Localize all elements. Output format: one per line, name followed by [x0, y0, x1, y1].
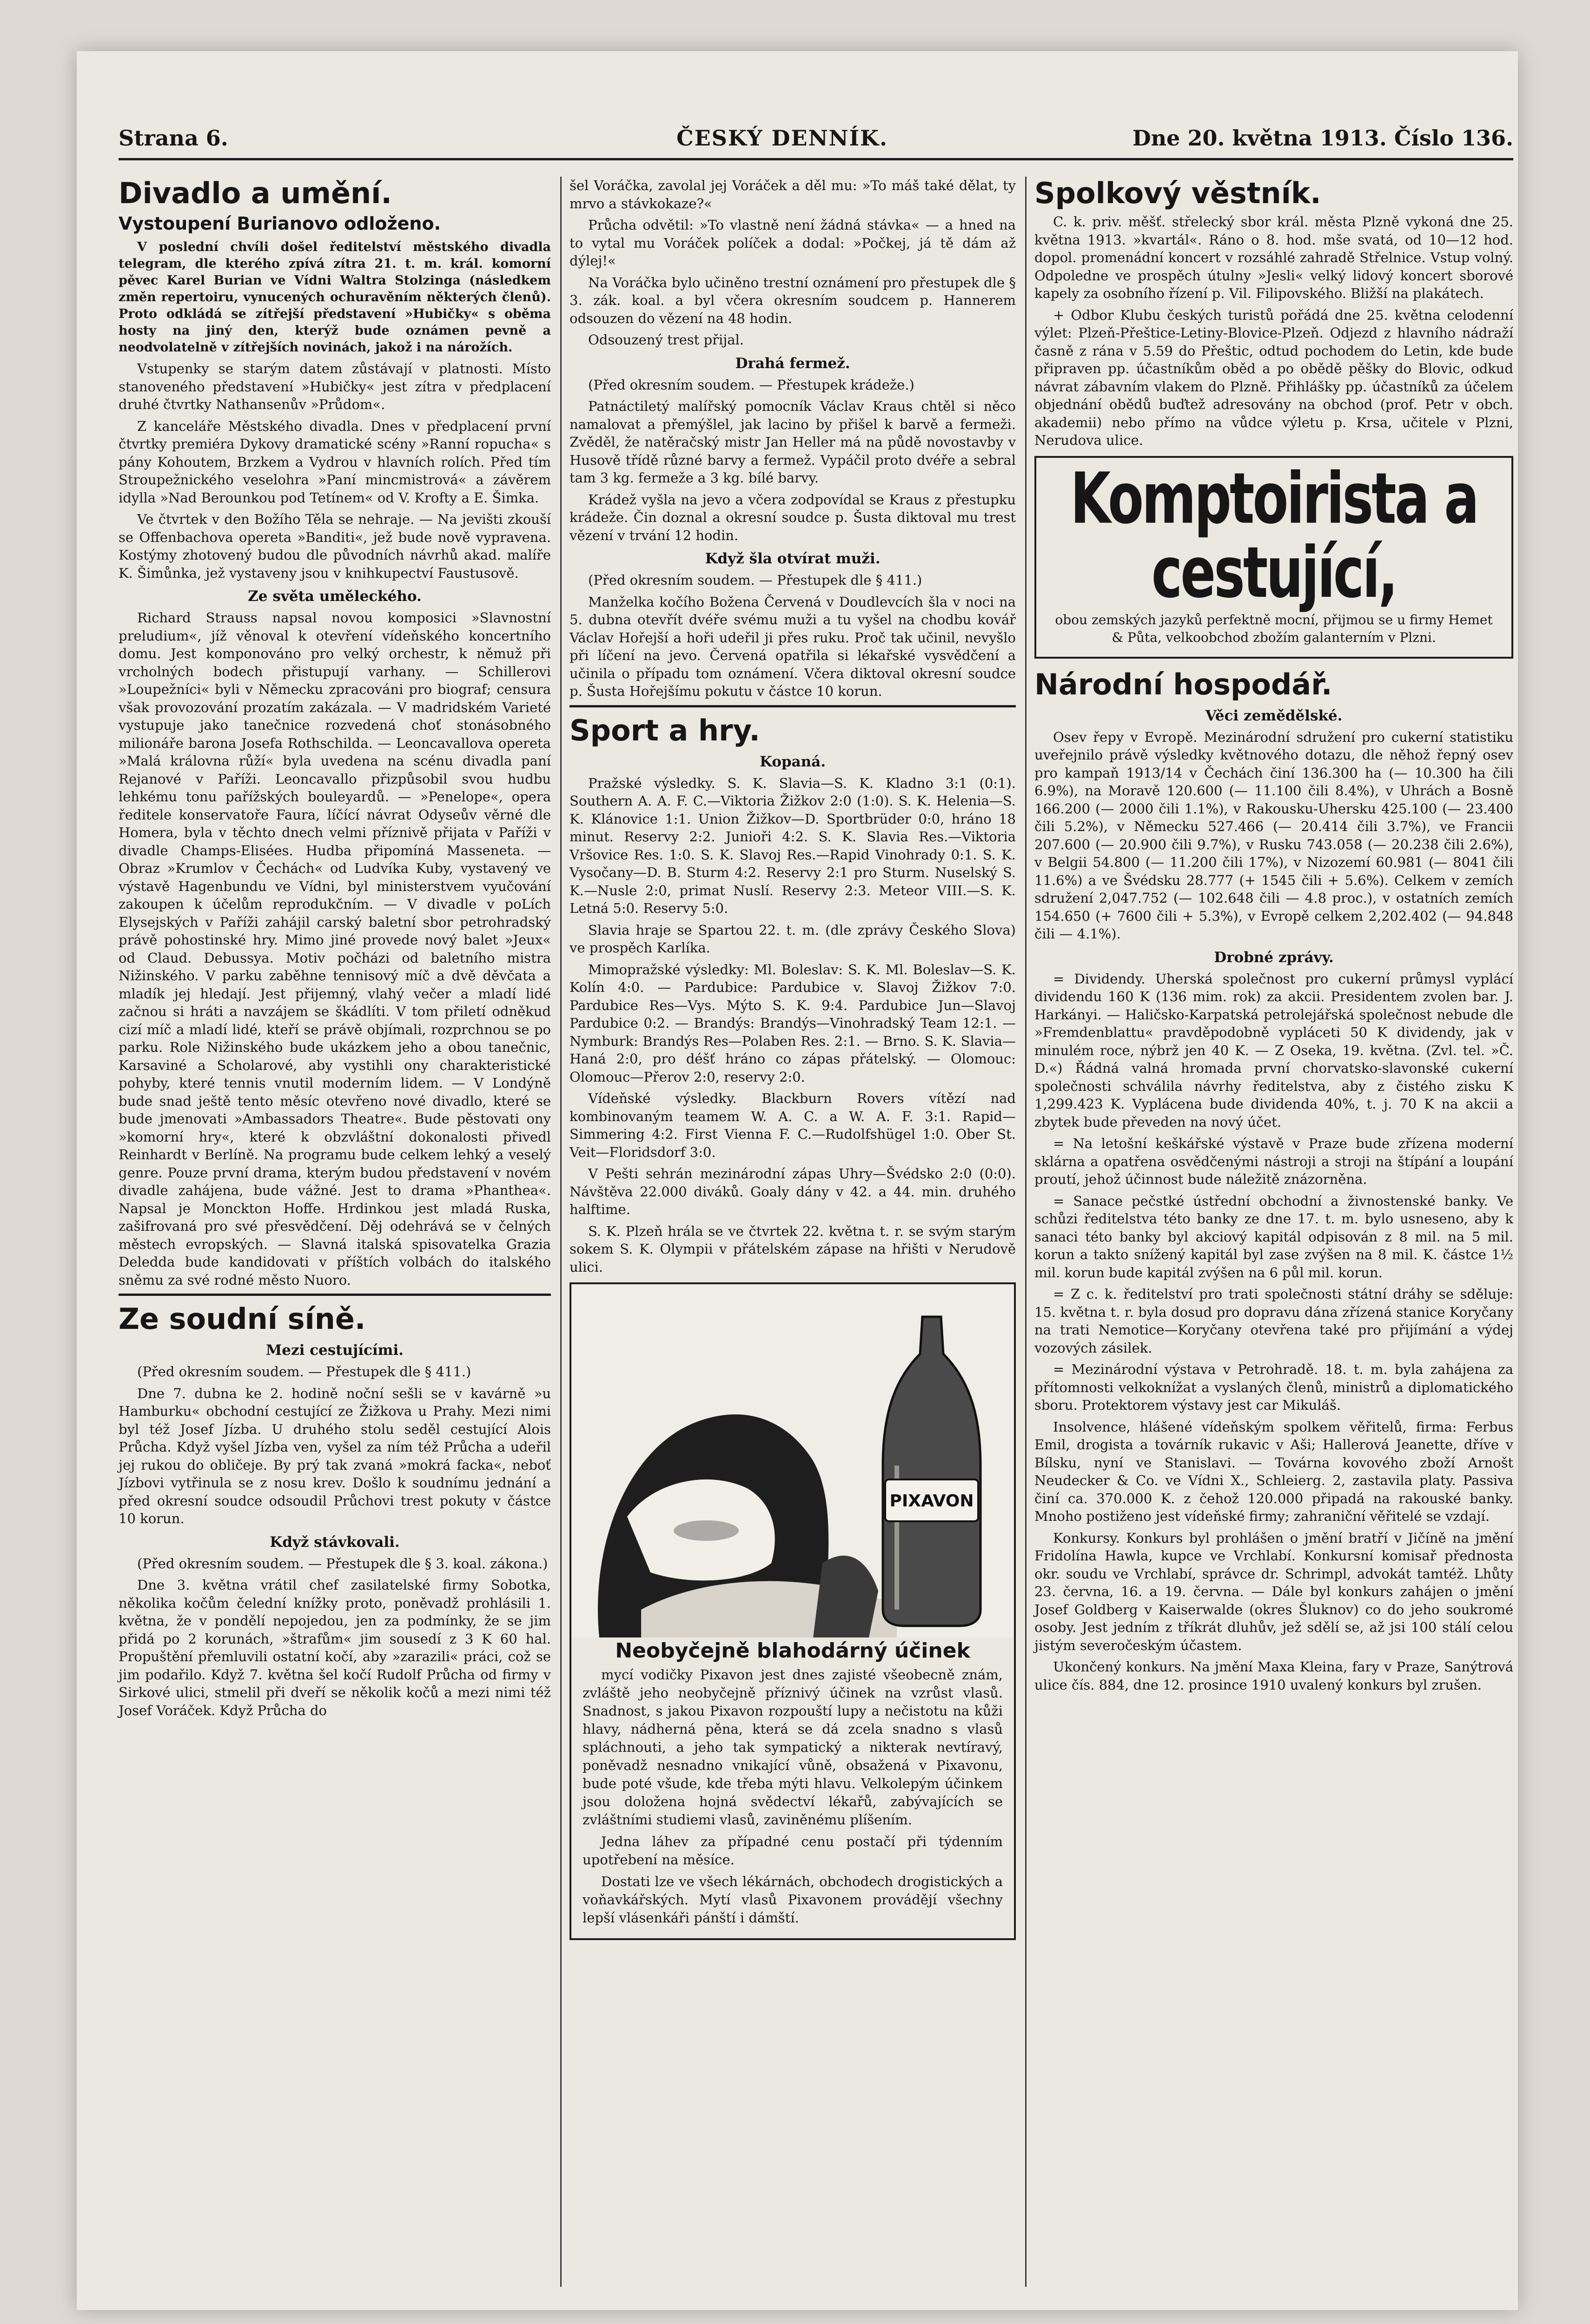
pixavon-bottle-icon [878, 1312, 985, 1628]
paragraph: Insolvence, hlášené vídeňským spolkem věřitelů, firma: Ferbus Emil, drogista a továrník rukavic v Aši; Hallerová Jeanette, dříve v Bílsku, nyní ve Stanislavi. — Továrna kovového zboží Arnošt Neudecker & Co. ve Vídni X., Schleierg. 2, zastavila platy. Passiva činí ca. 370.000 K. z čehož 120.000 připadá na rakouské banky. Mnoho postiženo jest vídeňské firmy; zahraniční věřitelé se vzdají. [1034, 1419, 1513, 1524]
article-title: Drobné zprávy. [1214, 949, 1334, 966]
paragraph: Patnáctiletý malířský pomocník Václav Kraus chtěl si něco namalovat a přemýšlel, jak lacino by přišel k barvě a fermeži. Zvěděl, že natěračský mistr Jan Heller má na půdě novostavby v Husově třídě různé barvy a fermež. Vypáčil proto dvéře a sebral tam 3 kg. fermeže a 3 kg. bílé barvy. [570, 398, 1016, 486]
paragraph: Ve čtvrtek v den Božího Těla se nehraje. — Na jevišti zkouší se Offenbachova opereta »Banditi«, jež bude nově vypravena. Kostýmy zhotovený budou dle původních návrhů akad. malíře K. Šimůnka, jež vystaveny jsou v knihkupectví Faustusově. [119, 511, 551, 581]
section-title-economy: Národní hospodář. [1034, 667, 1332, 701]
paragraph: (Před okresním soudem. — Přestupek krádeže.) [588, 376, 914, 393]
article-title: Mezi cestujícími. [265, 1342, 404, 1359]
article-title: Když stávkovali. [270, 1533, 400, 1551]
paragraph: Dne 7. dubna ke 2. hodině noční sešli se v kavárně »u Hamburku« obchodní cestující ze Žižkova u Prahy. Mezi nimi byl též Josef Jízba. U druhého stolu seděl cestující Alois Průcha. Když vyšel Jízba ven, vyšel za ním též Průcha a udeřil jej rukou do obličeje. By prý tak zvaná »mokrá facka«, neboť Jízbovi vytřinula se z nosu krev. Došlo k soudnímu jednání a před okresní soudce odsoudil Průchovi trest pokuty v částce 10 korun. [119, 1385, 551, 1526]
paragraph: Dne 3. května vrátil chef zasilatelské firmy Sobotka, několika kočům čelední knížky proto, poněvadž prohlásili 1. května, že v pondělí nepojedou, jen za podmínky, že se jim přidá po 2 korunách, »štrafům« jim sousedí z 3 K 60 hal. Propuštění přemluvili ostatní kočí, aby »zarazili« práci, což se jim podařilo. Když 7. května šel kočí Rudolf Průcha od firmy v Sirkové ulici, stmelil při dveří se několik kočů a mezi nimi též Josef Voráček. Když Průcha do [119, 1577, 551, 1718]
paragraph: C. k. priv. měšť. střelecký sbor král. města Plzně vykoná dne 25. května 1913. »kvartál«. Ráno o 8. hod. mše svatá, od 10—12 hod. dopol. promenádní koncert v rozsáhlé zahradě Střelnice. Vstup volný. Odpoledne ve prospěch útulny »Jesli« velký lidový koncert sborové kapely za osobního řízení p. Vil. Filipovského. Bližší na plakátech. [1034, 214, 1513, 301]
section-title-court: Ze soudní síně. [119, 1302, 366, 1336]
article-title: Kopaná. [759, 753, 826, 770]
article-title: Ze světa uměleckého. [248, 588, 422, 605]
paragraph: Na Voráčka bylo učiněno trestní oznámení pro přestupek dle § 3. zák. koal. a byl včera okresním soudcem p. Hannerem odsouzen do vězení na 48 hodin. [570, 274, 1016, 326]
column-divider [1025, 177, 1027, 2287]
ad-headline: Neobyčejně blahodárný účinek [615, 1639, 970, 1663]
paragraph: Krádež vyšla na jevo a včera zodpovídal se Kraus z přestupku krádeže. Čin doznal a okresní soudce p. Šusta diktoval mu trest vězení v trvání 12 hodin. [570, 491, 1016, 543]
paragraph: (Před okresním soudem. — Přestupek dle § 411.) [137, 1364, 471, 1380]
paragraph: Richard Strauss napsal novou komposici »Slavnostní preludium«, jíž věnoval k otevření vídeňského koncertního domu. Jest komponováno pro velký orchestr, k němuž při vrcholných bodech přistupují varhany. — Schillerovi »Loupežníci« byli v Německu zpracováni pro biograf; censura však provozování prozatím zakázala. — V madridském Varieté vystupuje jako tanečnice rozvedená choť stonásobného milionáře barona Josefa Rothschilda. — Leoncavallova opereta »Malá královna růží« byla uvedena na scénu divadla paní Rejanové v Paříži. Leoncavallo přizpůsobil svou hudbu lehkému tonu pařížských bouleyardů. — »Penelope«, opera ředitele konservatoře Faura, líčící návrat Odyseův věrné dle Homera, byla v těchto dnech velmi příznivě přijata v Paříži v divadle Champs-Elisées. Hudba připomíná Masseneta. — Obraz »Krumlov v Čechách« od Ludvíka Kuby, vystavený ve výstavě Hagenbundu ve Vídni, byl ministerstvem vyučování zakoupen k účelům reprodukčním. — V divadle v poLích Elysejských v Paříži zahájil carský baletní sbor petrohradský právě pohostinské hry. Mimo jiné provede nový balet »Jeux« od Claud. Debussya. Motiv počházi od baletního mistra Nižinského. V parku zaběhne tennisový míč a dvě děvčata a mladík jej hledají. Jest přijemný, vlahý večer a mladí lidé začnou si hráti a navzájem se škádlíti. V tom přiletí odněkud cizí míč a mladí lidé, kteří se právě objímali, rozprchnou se po parku. Role Nižinského bude ukázkem jeho a obou tanečnic, Karsaviné a Scholarové, aby vystihli ony charakteristické pohyby, které tennis vnutil moderním lidem. — V Londýně bude snad ještě tento měsíc otevřeno nové divadlo, které se bude jmenovati »Ambassadors Theatre«. Bude pěstovati ony »komorní hry«, které k obzvláštní dokonalosti přivedl Reinhardt v Berlíně. Na programu bude celkem lehký a veselý genre. Pouze první drama, kterým budou představení v novém divadle zahájena, bude vážné. Jest to drama »Phantheа«. Napsal je Monckton Hoffe. Hrdinkou jest mladá Ruska, zašifrovaná pro své přesvědčení. Děj odehrává se v čelných městech evropských. — Slavná italská spisovatelka Grazia Deledda bude kandidovati v příštích volbách do italského sněmu za své rodné město Nuoro. [119, 610, 551, 1288]
column-1 [119, 177, 551, 1723]
paragraph: Průcha odvětil: »To vlastně není žádná stávka« — a hned na to vytal mu Voráček políček a dodal: »Počkej, já tě dám až dýlej!« [570, 217, 1016, 269]
paragraph: Manželka kočího Božena Červená v Doudlevcích šla v noci na 5. dubna otevřít dvéře svému muži a tu vyšel na chodbu kovář Václav Hořejší a hoři udeřil ji přes ruku. Proč tak učinil, nevyšlo při líčení na jevo. Červená opatřila si lékařské vysvědčení a učinila o případu tom oznámení. Včera diktoval okresní soudce p. Šusta Hořejšímu pokutu v částce 10 korun. [570, 594, 1016, 699]
paragraph: Vídeňské výsledky. Blackburn Rovers vítězí nad kombinovaným teamem W. A. C. a W. A. F. 3:1. Rapid—Simmering 4:2. First Vienna F. C.—Rudolfshügel 1:0. Ober St. Veit—Floridsdorf 3:0. [570, 1090, 1016, 1160]
job-advertisement [1034, 456, 1513, 659]
paragraph: V Pešti sehrán mezinárodní zápas Uhry—Švédsko 2:0 (0:0). Návštěva 22.000 diváků. Goaly dány v 42. a 44. min. druhého halftime. [570, 1166, 1016, 1217]
article-title: Věci zemědělské. [1205, 707, 1343, 724]
paragraph: Vstupenky se starým datem zůstávají v platnosti. Místo stanoveného představení »Hubičky« jest zítra v předplacení druhé čtvrtky Nathansenův »Průdom«. [119, 361, 551, 412]
ad-headline: Komptoirista a cestující, [1070, 458, 1477, 614]
section-title-theatre: Divadlo a umění. [119, 176, 392, 210]
paragraph: = Mezinárodní výstava v Petrohradě. 18. t. m. byla zahájena za přítomnosti velkoknížat a vyslaných členů, ministrů a diplomatického sboru. Protektorem výstavy jest car Mikuláš. [1034, 1361, 1513, 1413]
paragraph: (Před okresním soudem. — Přestupek dle § 3. koal. zákona.) [137, 1555, 548, 1571]
masthead-title: ČESKÝ DENNÍK. [676, 125, 888, 151]
page-number: Strana 6. [119, 125, 228, 151]
paragraph: Odsouzený trest přijal. [588, 332, 744, 348]
ad-paragraph: Dostati lze ve všech lékárnách, obchodech drogistických a voňavkářských. Mytí vlasů Pixavonem provádějí všechny lepší vlásenkáři pánští i dámští. [583, 1873, 1003, 1926]
paragraph: = Sanace pečstké ústřední obchodní a živnostenské banky. Ve schůzi ředitelstva této banky ze dne 17. t. m. bylo usneseno, aby k sanaci této banky byl akciový kapitál odpisován z 8 mil. na 5 mil. korun a takto snížený kapitál byl zase zvýšen na 8 mil. K. částce 1½ mil. korun bude kapitál zvýšen na 6 půl mil. korun. [1034, 1193, 1513, 1281]
article-title: Drahá fermež. [735, 355, 850, 372]
section-title-clubs: Spolkový věstník. [1034, 176, 1321, 210]
section-rule [119, 1294, 551, 1296]
paragraph: = Na letošní keškářské výstavě v Praze bude zřízena moderní sklárna a opatřena osvědčenými nástroji a stroji na štípání a loupání proutí, jehož účinnost bude náležitě znázorněna. [1034, 1136, 1513, 1187]
article-lead: V poslední chvíli došel ředitelství městského divadla telegram, dle kterého zpívá zítra 21. t. m. král. komorní pěvec Karel Burian ve Vídni Waltra Stolzinga (následkem změn repertoiru, vynucených ochuravěním některých členů). Proto odkládá se zítřejší představení »Hubičky« s oběma hosty na jiný den, kterýž bude oznámen pevně a neodvolatelně v zítřejších novinách, jakož i na nárožích. [119, 240, 551, 355]
paragraph: Slavia hraje se Spartou 22. t. m. (dle zprávy Českého Slova) ve prospěch Karlíka. [570, 922, 1016, 956]
article-title: Vystoupení Burianovo odloženo. [119, 213, 441, 234]
paragraph: = Dividendy. Uherská společnost pro cukerní průmysl vyplácí dividendu 160 K (136 mim. rok) za akcii. Presidentem zvolen bar. J. Harkányi. — Haličsko-Karpatská petrolejářská společnost nebude dle »Fremdenblattu« pravděpodobně vypláceti 50 K dividendy, jak v minulém roce, nýbrž jen 40 K. — Z Oseka, 19. května. (Zvl. tel. »Č. D.«) Řádná valná hromada první chorvatsko-slavonské cukerní společnosti schválila návrhy ředitelstva, aby z čistého zisku K 1,299.423 K. Vyplácena bude dividenda 40%, t. j. 70 K na akcii a zbytek bude převeden na nový účet. [1034, 971, 1513, 1130]
paragraph: šel Voráčka, zavolal jej Voráček a děl mu: »To máš také dělat, ty mrvo a stávkokaze?« [570, 178, 1016, 211]
running-header [119, 125, 1513, 167]
article-title: Když šla otvírat muži. [705, 550, 881, 567]
paragraph: Mimopražské výsledky: Ml. Boleslav: S. K. Ml. Boleslav—S. K. Kolín 4:0. — Pardubice: Pardubice v. Slavoj Žižkov 7:0. Pardubice Res—Vys. Mýto S. K. 9:4. Pardubice Jun—Slavoj Pardubice 0:2. — Brandýs: Brandýs—Vinohradský Team 12:1. — Nymburk: Brandýs Res—Polaben Res. 2:1. — Brno. S. K. Slavia—Haná 2:0, pro déšť hráno co zápas přátelský. — Olomouc: Olomouc—Přerov 2:0, reservy 2:0. [570, 961, 1016, 1085]
column-3 [1034, 177, 1513, 1697]
bottle-label: PIXAVON [889, 1492, 974, 1511]
header-rule [119, 158, 1513, 160]
column-divider [560, 177, 562, 2287]
issue-date: Dne 20. května 1913. Číslo 136. [1132, 125, 1513, 151]
newspaper-page [77, 51, 1518, 2310]
ad-paragraph: mycí vodičky Pixavon jest dnes zajisté všeobecně znám, zvláště jeho neobyčejně příznivý účinek na vzrůst vlasů. Snadnost, s jakou Pixavon rozpouští lupy a nečistotu na kůži hlavy, nádherná pěna, která se dá zcela snadno s vlasů spláchnouti, a jeho tak sympatický a nikterak nevtíravý, poněvadž nesnadno vnikající vůně, obsažená v Pixavonu, bude poté všude, kde třeba mýti hlavu. Velkolepým účinkem jsou doložena hojná svědectví lékařů, zabývajících se zvláštními studiemi vlasů, zaviněnému plíšením. [583, 1666, 1003, 1828]
paragraph: Z kanceláře Městského divadla. Dnes v předplacení první čtvrtky premiéra Dykovy dramatické scény »Ranní ropucha« s pány Kohoutem, Brzkem a Vydrou v hlavních rolích. Před tím Stroupežnického veselohra »Paní mincmistrová« a závěrem idylla »Nad Berounkou pod Tetínem« od V. Krofty a E. Šimka. [119, 418, 551, 506]
column-2 [570, 177, 1016, 1947]
paragraph: (Před okresním soudem. — Přestupek dle § 411.) [588, 572, 922, 588]
paragraph: S. K. Plzeň hrála se ve čtvrtek 22. května t. r. se svým starým sokem S. K. Olympii v přátelském zápase na hřišti v Nerudově ulici. [570, 1223, 1016, 1275]
paragraph: Ukončený konkurs. Na jmění Maxa Kleina, fary v Praze, Sanýtrová ulice čís. 884, dne 12. prosince 1910 uvalený konkurs byl zrušen. [1034, 1659, 1513, 1693]
ad-body: obou zemských jazyků perfektně mocní, přijmou se u firmy Hemet & Půta, velkoobchod zbožím galanterním v Plzni. [1055, 612, 1493, 645]
paragraph: Pražské výsledky. S. K. Slavia—S. K. Kladno 3:1 (0:1). Southern A. A. F. C.—Viktoria Žižkov 2:0 (1:0). S. K. Helenia—S. K. Klánovice 1:1. Union Žižkov—D. Sportbrüder 0:0, hráno 18 minut. Reservy 2:2. Junioři 4:2. S. K. Slavia Res.—Viktoria Vršovice Res. 1:0. S. K. Slavoj Res.—Rapid Vinohrady 0:1. S. K. Vysočany—D. B. Sturm 4:2. Reservy 2:1 pro Sturm. Nuselský S. K.—Nusle 2:0, primat Nuslí. Reservy 2:3. Meteor VIII.—S. K. Letná 5:0. Reservy 5:0. [570, 775, 1016, 916]
paragraph: + Odbor Klubu českých turistů pořádá dne 25. května celodenní výlet: Plzeň-Přeštice-Letiny-Blovice-Plzeň. Odjezd z hlavního nádraží časně z rána v 5.59 do Přeštic, odtud pochodem do Letin, kde bude připraven pp. účastníkům oběd a po obědě pěšky do Blovic, odkud návrat zábavním vlakem do Plzně. Přihlášky pp. účastníků za účelem objednání obědů buďtež adresovány na obchod (prof. Petr v obch. akademii) nebo přímo na vůdce výletu p. Krsa, učitele v Plzni, Nerudova ulice. [1034, 307, 1513, 448]
paragraph: = Z c. k. ředitelství pro trati společnosti státní dráhy se sděluje: 15. května t. r. byla dosud pro dopravu dána zřízená stanice Koryčany na trati Nemotice—Koryčany otevřena také pro přijímání a výdej vozových zásilek. [1034, 1286, 1513, 1356]
ad-paragraph: Jedna láhev za případné cenu postačí při týdenním upotřebení na měsíce. [583, 1833, 1003, 1868]
pixavon-advertisement [570, 1282, 1016, 1940]
paragraph: Osev řepy v Evropě. Mezinárodní sdružení pro cukerní statistiku uveřejnilo právě výsledky květnového dotazu, dle něhož řepný osev pro kampaň 1913/14 v Čechách činí 136.300 ha (— 10.300 ha čili 6.9%), na Moravě 120.600 (— 11.100 čili 8.4%), v Uhrách a Bosně 166.200 (— 2000 čili 1.1%), v Rakousku-Uhersku 425.100 (— 23.400 čili 5.2%), v Německu 527.466 (— 20.414 čili 3.7%), ve Francii 207.600 (— 20.900 čili 9.7%), v Rusku 743.058 (— 20.238 čili 2.6%), v Belgii 54.800 (— 11.200 čili 17%), v Nizozemí 60.981 (— 8041 čili 11.6%) a ve Švédsku 28.777 (+ 1545 čili + 5.6%). Celkem v zemích sdružení 2,047.752 (— 102.648 čili — 4.8 proc.), v ostatních zemích 154.650 (+ 7600 čili + 5.3%), v Evropě celkem 2,202.402 (— 94.848 čili — 4.1%). [1034, 729, 1513, 942]
section-title-sport: Sport a hry. [570, 713, 760, 747]
section-rule [570, 705, 1016, 707]
paragraph: Konkursy. Konkurs byl prohlášen o jmění bratří v Jičíně na jmění Fridolína Hawla, kupce ve Vrchlabí. Konkursní komisař přednosta okr. soudu ve Vrchlabí, správce dr. Schrimpl, advokát tamtéž. Lhůty 23. června, 16. a 19. června. — Dále byl konkurs zahájen o jmění Josef Goldberg v Kaiserwalde (okres Šluknov) co do jeho soukromé osoby. Jest jedním z tříkrát dluhův, jež sdělí se, až jsi 100 stálí celou jistým severočeským účastem. [1034, 1530, 1513, 1653]
ad-illustration [571, 1284, 1014, 1637]
